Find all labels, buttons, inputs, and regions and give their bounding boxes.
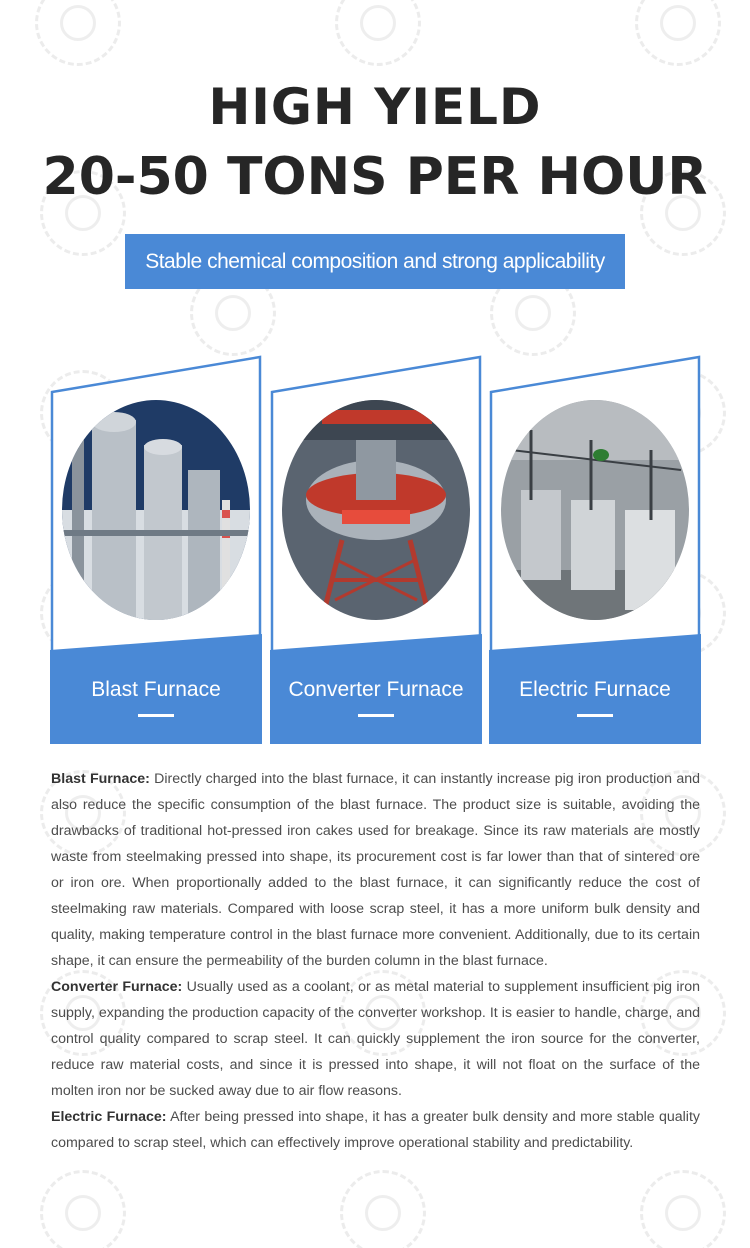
card-blast-furnace (50, 352, 262, 744)
title-line-1: HIGH YIELD (208, 78, 542, 136)
subtitle-banner: Stable chemical composition and strong applicability (125, 234, 625, 289)
blast-furnace-image (62, 400, 250, 620)
card-label: Electric Furnace (519, 678, 671, 701)
description-term: Electric Furnace: (51, 1109, 167, 1125)
converter-furnace-image (282, 400, 470, 620)
card-converter-furnace (270, 352, 482, 744)
page-title (0, 72, 750, 212)
title-line-2: 20-50 TONS PER HOUR (42, 147, 708, 207)
description-blast-furnace (51, 766, 700, 974)
description-electric-furnace (51, 1104, 700, 1156)
card-electric-furnace (489, 352, 701, 744)
label-underline (358, 714, 394, 717)
label-underline (138, 714, 174, 717)
description-text: Usually used as a coolant, or as metal material to supplement insufficient pig iron supply, expanding the production capacity of the converter workshop. It is easier to handle, charge, and control quality compared to scrap steel. It can quickly supplement the iron source for the converter, reduce raw material costs, and since it is pressed into shape, it will not float on the surface of the molten iron nor be sucked away due to air flow reasons. (51, 979, 700, 1099)
description-block (51, 766, 700, 1156)
label-underline (577, 714, 613, 717)
description-converter-furnace (51, 974, 700, 1104)
electric-furnace-image (501, 400, 689, 620)
description-term: Blast Furnace: (51, 771, 150, 787)
description-term: Converter Furnace: (51, 979, 183, 995)
card-label: Blast Furnace (91, 678, 221, 701)
description-text: Directly charged into the blast furnace, it can instantly increase pig iron production and also reduce the specific consumption of the blast furnace. The product size is suitable, avoiding the drawbacks of traditional hot-pressed iron cakes used for breakage. Since its raw materials are mostly waste from steelmaking pressed into shape, its procurement cost is far lower than that of sintered ore or iron ore. When proportionally added to the blast furnace, it can significantly reduce the cost of steelmaking raw materials. Compared with loose scrap steel, it has a more uniform bulk density and quality, making temperature control in the blast furnace more convenient. Additionally, due to its certain shape, it can ensure the permeability of the burden column in the blast furnace. (51, 771, 700, 969)
card-label: Converter Furnace (288, 678, 464, 701)
description-text: After being pressed into shape, it has a greater bulk density and more stable quality compared to scrap steel, which can effectively improve operational stability and predictability. (51, 1109, 700, 1151)
